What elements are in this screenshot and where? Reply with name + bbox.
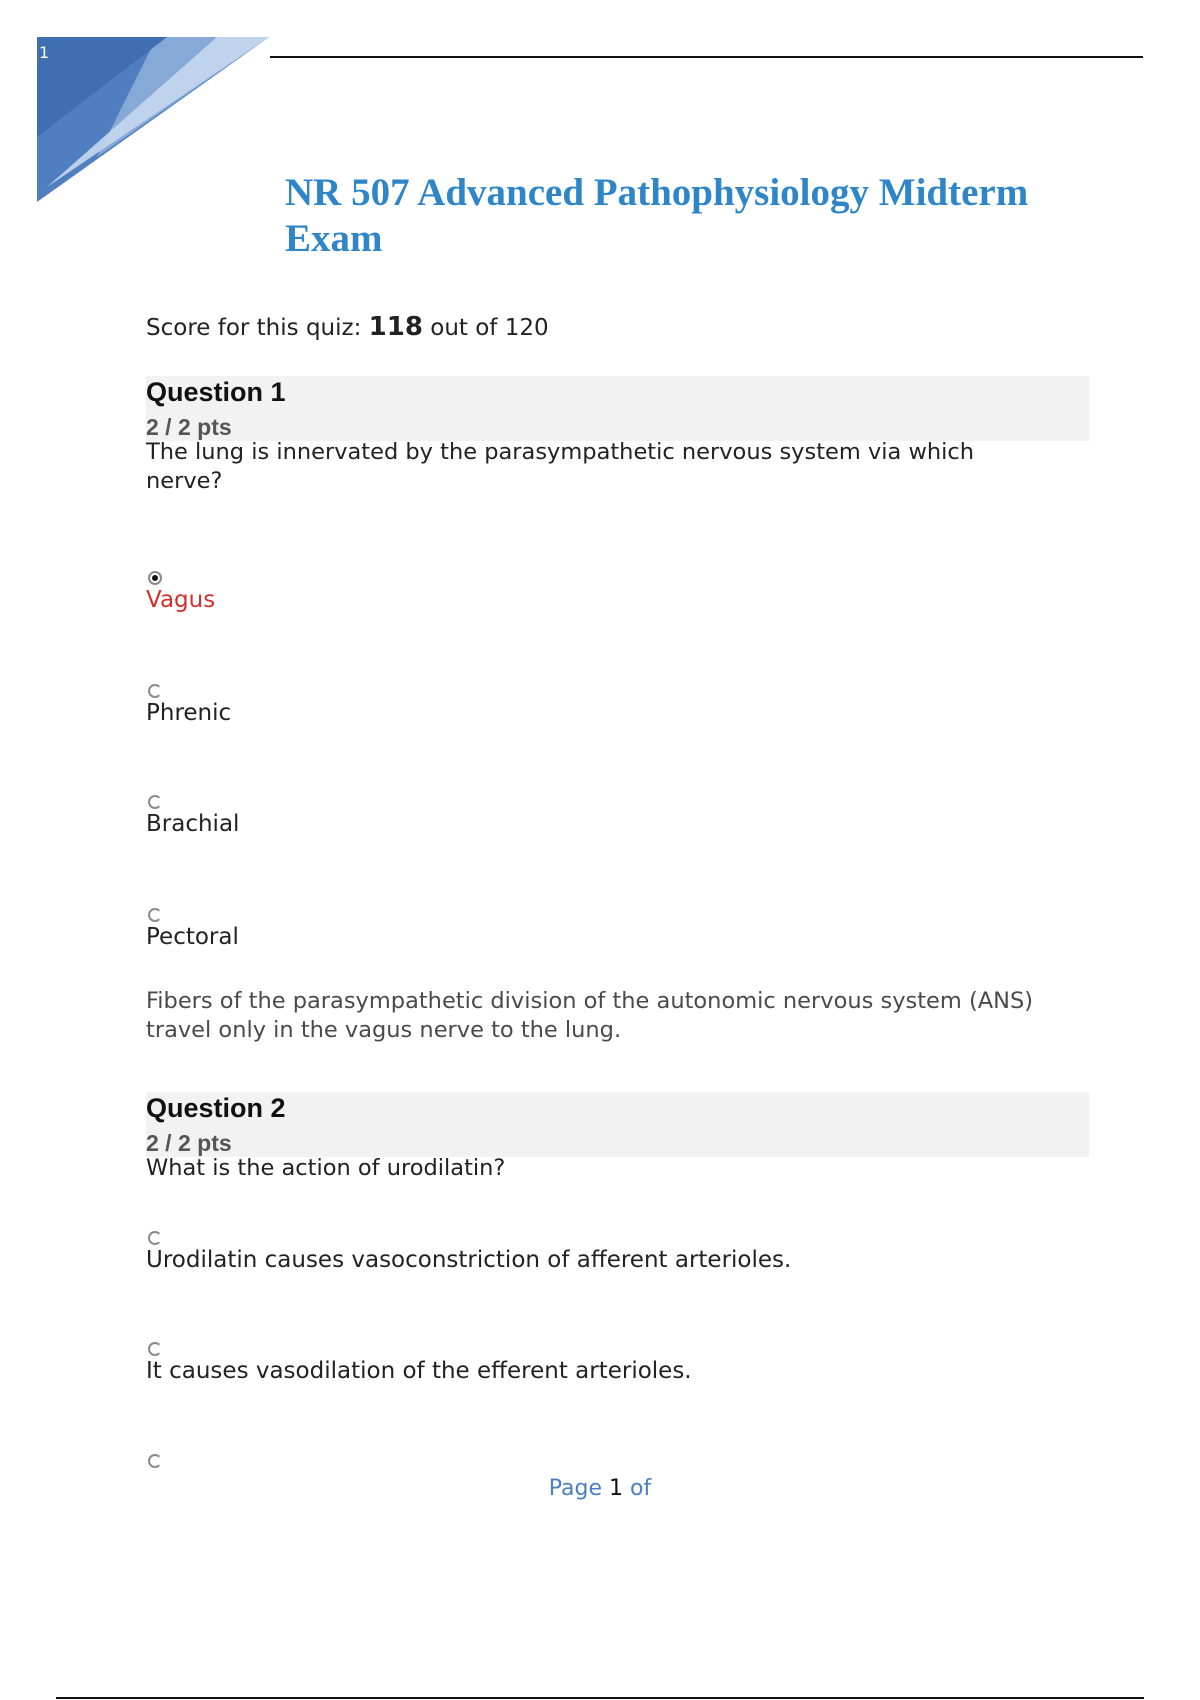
footer-page-number: 1 xyxy=(609,1476,624,1501)
question-2-option-1-label[interactable]: Urodilatin causes vasoconstriction of afferent arterioles. xyxy=(146,1247,792,1273)
question-1-points: 2 / 2 pts xyxy=(146,414,232,440)
footer-of-word: of xyxy=(630,1476,652,1501)
question-2-text: What is the action of urodilatin? xyxy=(146,1155,506,1181)
question-1-option-2-label[interactable]: Phrenic xyxy=(146,700,232,726)
top-divider xyxy=(270,56,1143,58)
footer-page-word: Page xyxy=(548,1476,603,1501)
score-out-of: out of 120 xyxy=(430,315,549,341)
page-title: NR 507 Advanced Pathophysiology Midterm Exam xyxy=(285,171,1029,260)
question-1-title: Question 1 xyxy=(146,377,286,407)
question-2-header xyxy=(146,1092,1089,1157)
question-1-header xyxy=(146,376,1089,441)
quiz-score xyxy=(146,312,549,342)
question-1-option-4-label[interactable]: Pectoral xyxy=(146,924,239,950)
question-1-option-3-radio[interactable] xyxy=(148,795,162,809)
page-footer xyxy=(0,1476,1200,1501)
question-2-option-3-radio[interactable] xyxy=(148,1454,162,1468)
question-1-option-2-radio[interactable] xyxy=(148,684,162,698)
corner-decoration xyxy=(37,37,269,202)
bottom-divider xyxy=(56,1697,1144,1699)
question-2-points: 2 / 2 pts xyxy=(146,1130,232,1156)
question-2-option-1-radio[interactable] xyxy=(148,1231,162,1245)
question-1-explanation: Fibers of the parasympathetic division of the autonomic nervous system (ANS) travel only in the vagus nerve to the lung. xyxy=(146,988,1034,1043)
page-number: 1 xyxy=(39,43,50,62)
question-1-option-3-label[interactable]: Brachial xyxy=(146,811,240,837)
question-1-option-1-radio[interactable] xyxy=(148,571,162,585)
question-1-text: The lung is innervated by the parasympathetic nervous system via which nerve? xyxy=(146,439,974,494)
score-value: 118 xyxy=(368,312,423,342)
question-2-option-2-radio[interactable] xyxy=(148,1342,162,1356)
score-label: Score for this quiz: xyxy=(146,315,362,341)
question-1-option-1-label[interactable]: Vagus xyxy=(146,587,216,613)
question-1-option-4-radio[interactable] xyxy=(148,908,162,922)
question-2-title: Question 2 xyxy=(146,1093,286,1123)
question-2-option-2-label[interactable]: It causes vasodilation of the efferent arterioles. xyxy=(146,1358,692,1384)
